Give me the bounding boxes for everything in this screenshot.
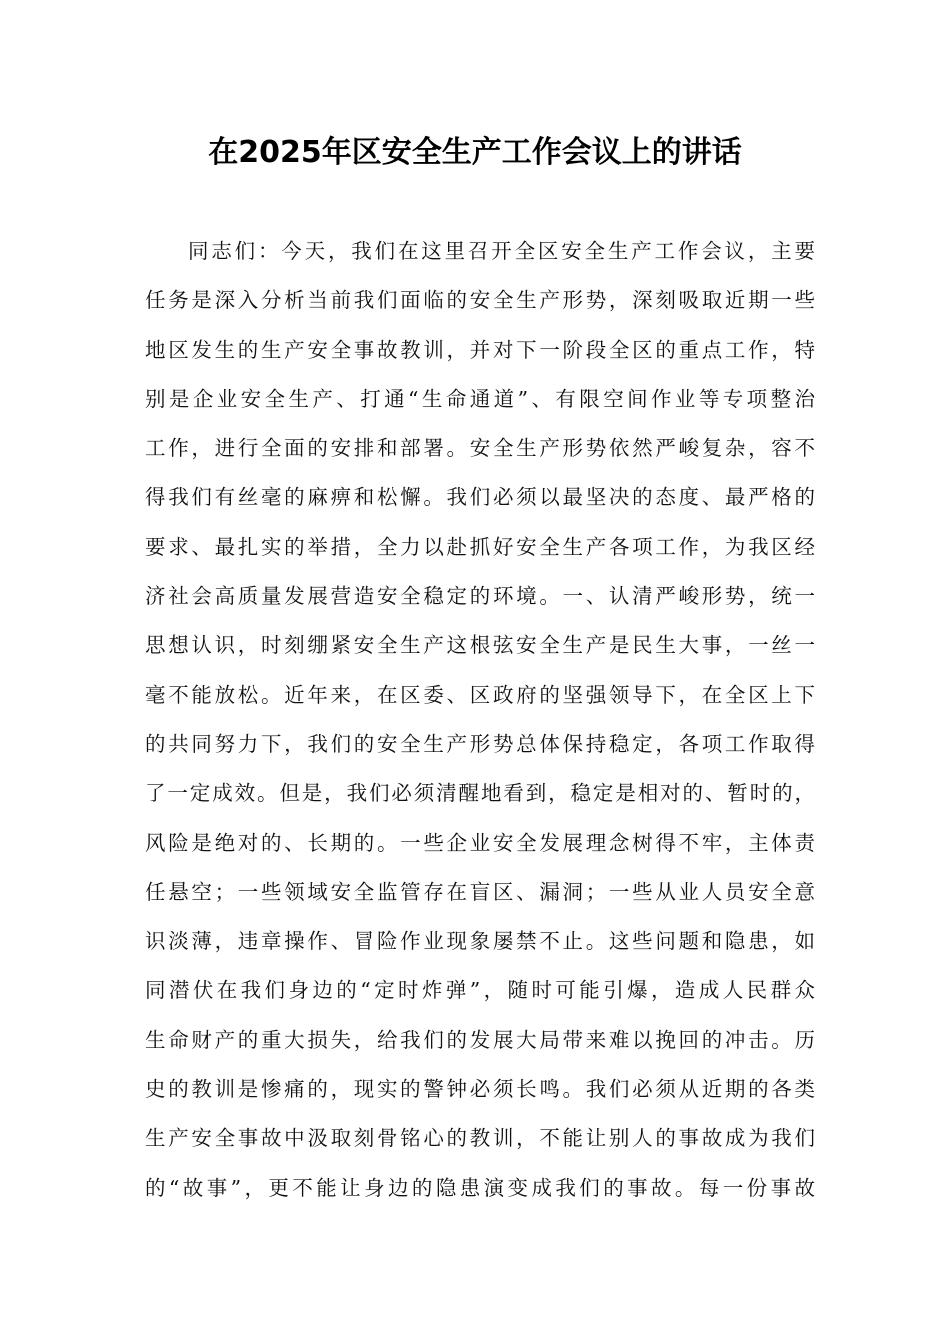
- body-line: 得我们有丝毫的麻痹和松懈。我们必须以最坚决的态度、最严格的: [145, 485, 815, 510]
- body-line: 任务是深入分析当前我们面临的安全生产形势，深刻吸取近期一些: [145, 288, 815, 313]
- body-line: 毫不能放松。近年来，在区委、区政府的坚强领导下，在全区上下: [145, 682, 815, 707]
- body-line: 生产安全事故中汲取刻骨铭心的教训，不能让别人的事故成为我们: [145, 1126, 815, 1151]
- body-line: 的共同努力下，我们的安全生产形势总体保持稳定，各项工作取得: [145, 731, 815, 756]
- body-line: 地区发生的生产安全事故教训，并对下一阶段全区的重点工作，特: [145, 337, 815, 362]
- body-line: 思想认识，时刻绷紧安全生产这根弦安全生产是民生大事，一丝一: [145, 633, 815, 658]
- body-line: 工作，进行全面的安排和部署。安全生产形势依然严峻复杂，容不: [145, 436, 815, 461]
- body-line: 同潜伏在我们身边的“定时炸弹”，随时可能引爆，造成人民群众: [145, 978, 815, 1003]
- document-title: 在2025年区安全生产工作会议上的讲话: [208, 135, 742, 170]
- document-body: [145, 227, 815, 1213]
- body-line: 同志们：今天，我们在这里召开全区安全生产工作会议，主要: [188, 239, 815, 263]
- body-line: 别是企业安全生产、打通“生命通道”、有限空间作业等专项整治: [145, 386, 815, 411]
- body-line: 济社会高质量发展营造安全稳定的环境。一、认清严峻形势，统一: [145, 584, 815, 609]
- body-line: 了一定成效。但是，我们必须清醒地看到，稳定是相对的、暂时的，: [145, 781, 815, 806]
- body-line: 风险是绝对的、长期的。一些企业安全发展理念树得不牢，主体责: [145, 830, 815, 855]
- body-line: 的“故事”，更不能让身边的隐患演变成我们的事故。每一份事故: [145, 1175, 815, 1200]
- body-line: 要求、最扎实的举措，全力以赴抓好安全生产各项工作，为我区经: [145, 534, 815, 559]
- body-line: 任悬空；一些领域安全监管存在盲区、漏洞；一些从业人员安全意: [145, 879, 815, 904]
- body-line: 识淡薄，违章操作、冒险作业现象屡禁不止。这些问题和隐患，如: [145, 929, 815, 954]
- body-line: 史的教训是惨痛的，现实的警钟必须长鸣。我们必须从近期的各类: [145, 1077, 815, 1102]
- body-line: 生命财产的重大损失，给我们的发展大局带来难以挽回的冲击。历: [145, 1027, 815, 1052]
